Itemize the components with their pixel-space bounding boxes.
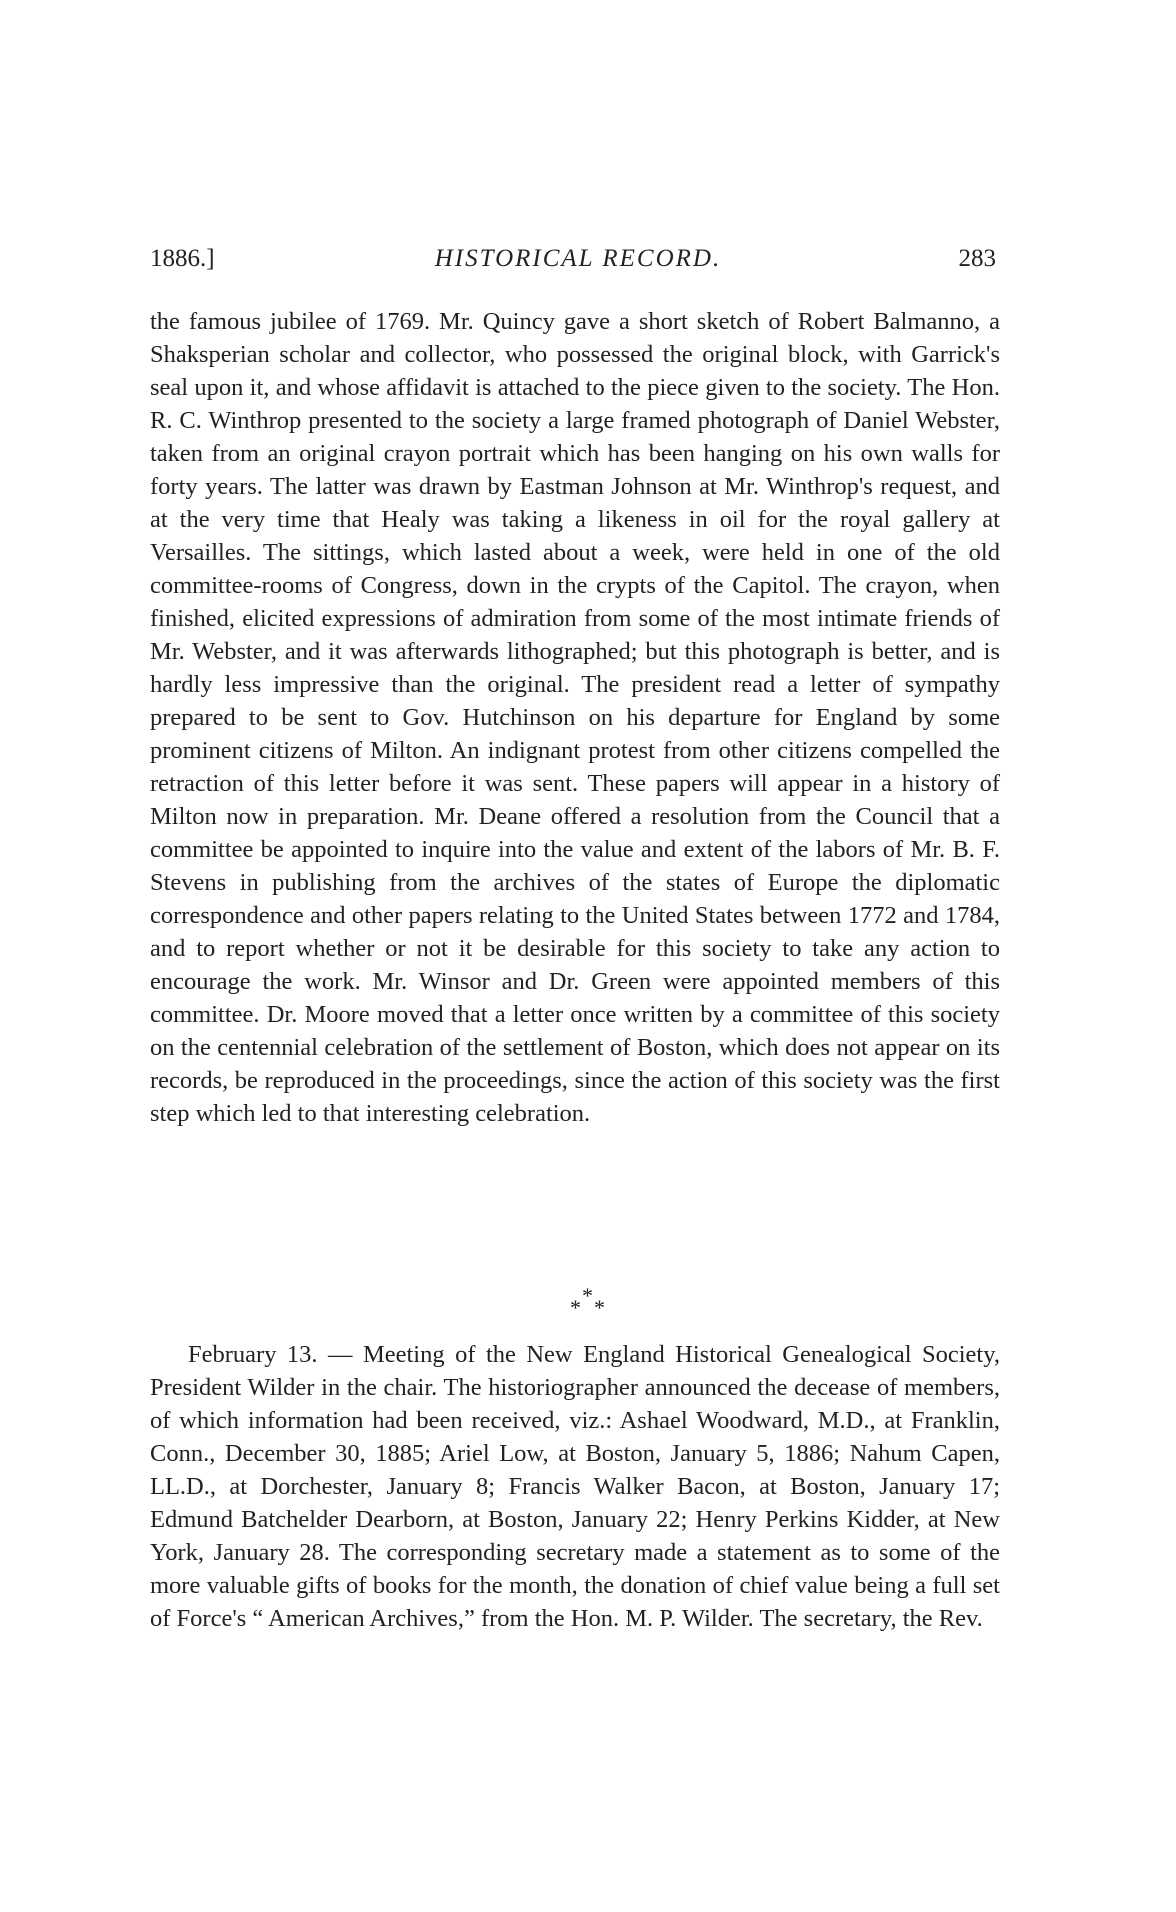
paragraph-text: the famous jubilee of 1769. Mr. Quincy gave a short sketch of Robert Balmanno, a Shaksperian scholar and collector, who possessed the original block, with Garrick's seal upon it, and whose affidavit is attached to the piece given to the society. The Hon. R. C. Winthrop presented to the society a large framed photograph of Daniel Webster, taken from an original crayon portrait which has been hanging on his own walls for forty years. The latter was drawn by Eastman Johnson at Mr. Winthrop's request, and at the very time that Healy was taking a likeness in oil for the royal gallery at Versailles. The sittings, which lasted about a week, were held in one of the old committee-rooms of Congress, down in the crypts of the Capitol. The crayon, when finished, elicited expressions of admiration from some of the most intimate friends of Mr. Webster, and it was afterwards lithographed; but this photograph is better, and is hardly less impressive than the original. The president read a letter of sympathy prepared to be sent to Gov. Hutchinson on his departure for England by some prominent citizens of Milton. An indignant protest from other citizens compelled the retraction of this letter before it was sent. These papers will appear in a history of Milton now in preparation. Mr. Deane offered a resolution from the Council that a committee be appointed to inquire into the value and extent of the labors of Mr. B. F. Stevens in publishing from the archives of the states of Europe the diplomatic correspondence and other papers relating to the United States between 1772 and 1784, and to report whether or not it be desirable for this society to take any action to encourage the work. Mr. Winsor and Dr. Green were appointed members of this committee. Dr. Moore moved that a letter once written by a committee of this society on the centennial celebration of the settlement of Boston, which does not appear on its records, be reproduced in the proceedings, since the action of this society was the first step which led to that interesting celebration. (150, 308, 1000, 1127)
paragraph-text: February 13. — Meeting of the New England Historical Genealogical Society, President Wilder in the chair. The historiographer announced the decease of members, of which information had been received, viz.: Ashael Woodward, M.D., at Franklin, Conn., December 30, 1885; Ariel Low, at Boston, January 5, 1886; Nahum Capen, LL.D., at Dorchester, January 8; Francis Walker Bacon, at Boston, January 17; Edmund Batchelder Dearborn, at Boston, January 22; Henry Perkins Kidder, at New York, January 28. The corresponding secretary made a statement as to some of the more valuable gifts of books for the month, the donation of chief value being a full set of Force's “ American Archives,” from the Hon. M. P. Wilder. The secretary, the Rev. (150, 1341, 1000, 1632)
paragraph-2 (150, 1338, 1000, 1635)
running-header (150, 245, 1006, 285)
asterism-separator (0, 1283, 1176, 1323)
asterism-star: * (582, 1283, 593, 1308)
page-number: 283 (958, 245, 996, 272)
paragraph-1 (150, 305, 1000, 1130)
asterism-star: * (570, 1295, 581, 1320)
header-title: HISTORICAL RECORD. (434, 245, 722, 272)
asterism-star: * (594, 1295, 605, 1320)
header-year: 1886.] (150, 245, 215, 272)
